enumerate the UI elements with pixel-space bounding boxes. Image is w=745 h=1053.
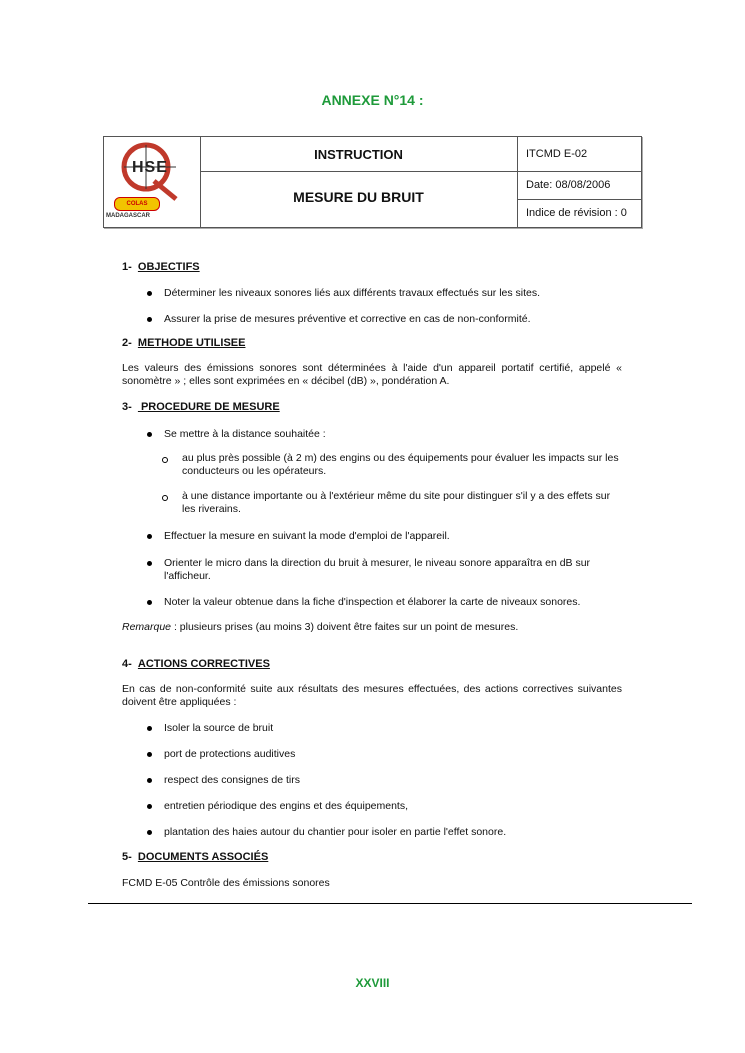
list-item: Noter la valeur obtenue dans la fiche d'inspection et élaborer la carte de niveaux sonores.	[164, 596, 581, 608]
list-item: entretien périodique des engins et des équipements,	[164, 800, 409, 812]
section-4-heading: 4- ACTIONS CORRECTIVES	[122, 658, 270, 670]
sub-list-item: à une distance importante ou à l'extérieur même du site pour distinguer s'il y a des effets sur les riverains.	[182, 490, 611, 515]
list-item: Effectuer la mesure en suivant la mode d'emploi de l'appareil.	[164, 530, 450, 542]
section-2-heading: 2- METHODE UTILISEE	[122, 337, 246, 349]
list-item: port de protections auditives	[164, 748, 296, 760]
annex-title: ANNEXE N°14 :	[321, 92, 424, 108]
section-3-heading: 3- PROCEDURE DE MESURE	[122, 401, 280, 413]
logo-hse-text: HSE	[132, 159, 168, 176]
section-5-heading: 5- DOCUMENTS ASSOCIÉS	[122, 851, 269, 863]
section-5-text: FCMD E-05 Contrôle des émissions sonores	[122, 877, 330, 889]
list-item: plantation des haies autour du chantier pour isoler en partie l'effet sonore.	[164, 826, 507, 838]
list-item: respect des consignes de tirs	[164, 774, 300, 786]
hse-logo	[104, 137, 201, 227]
page-number: XXVIII	[355, 976, 390, 990]
revision-index: Indice de révision : 0	[526, 207, 627, 219]
document-header-table	[103, 136, 642, 228]
list-item: Orienter le micro dans la direction du bruit à mesurer, le niveau sonore apparaîtra en dB sur l'afficheur.	[164, 557, 591, 582]
sub-list-item: au plus près possible (à 2 m) des engins ou des équipements pour évaluer les impacts sur les conducteurs ou les opérateurs.	[182, 452, 619, 477]
document-title: MESURE DU BRUIT	[293, 189, 424, 205]
logo-country: MADAGASCAR	[106, 213, 150, 219]
list-item: Assurer la prise de mesures préventive et corrective en cas de non-conformité.	[164, 313, 531, 325]
document-date: Date: 08/08/2006	[526, 179, 611, 191]
list-item: Isoler la source de bruit	[164, 722, 274, 734]
section-1-heading: 1- OBJECTIFS	[122, 261, 200, 273]
colas-logo: COLAS	[114, 197, 160, 211]
section-4-text: En cas de non-conformité suite aux résultats des mesures effectuées, des actions correctives suivantes doivent être appliquées :	[122, 683, 622, 708]
bottom-divider	[88, 903, 692, 904]
section-2-text: Les valeurs des émissions sonores sont déterminées à l'aide d'un appareil portatif certifié, appelé « sonomètre » ; elles sont exprimées en « décibel (dB) », pondération A.	[122, 362, 622, 387]
list-item: Se mettre à la distance souhaitée :	[164, 428, 326, 440]
remark: Remarque : plusieurs prises (au moins 3) doivent être faites sur un point de mesures.	[122, 621, 519, 633]
document-type: INSTRUCTION	[314, 147, 403, 162]
list-item: Déterminer les niveaux sonores liés aux différents travaux effectués sur les sites.	[164, 287, 541, 299]
document-code: ITCMD E-02	[526, 148, 588, 160]
